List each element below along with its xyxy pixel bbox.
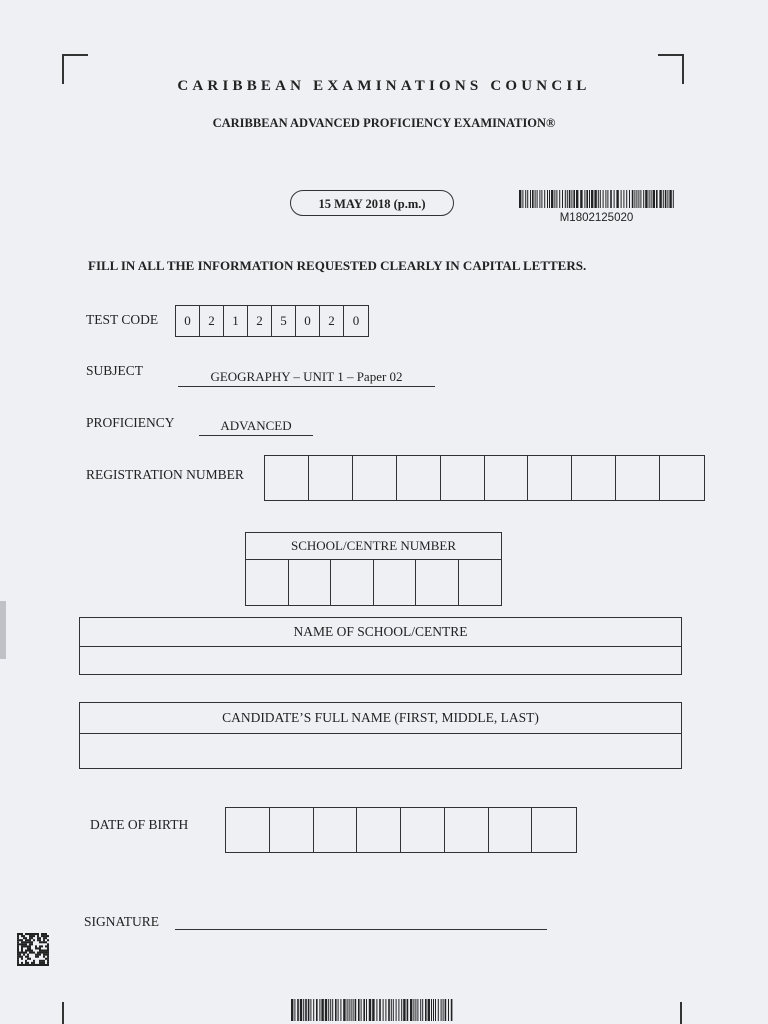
candidate-name-box [79,702,682,769]
registration-digit-box[interactable] [397,456,441,500]
registration-digit-box[interactable] [660,456,704,500]
test-code-digit: 0 [352,313,360,328]
test-code-digit: 1 [224,306,248,336]
dob-digit-box[interactable] [445,808,489,852]
registration-digit-box[interactable] [353,456,397,500]
test-code-digit: 0 [296,306,320,336]
school-centre-name-field[interactable] [80,647,681,674]
school-number-digit-box[interactable] [416,560,459,605]
registration-digit-box[interactable] [309,456,353,500]
dob-digit-box[interactable] [314,808,358,852]
barcode-top [519,190,674,208]
school-centre-number-box [245,532,502,606]
school-number-digit-box[interactable] [246,560,289,605]
council-title: CARIBBEAN EXAMINATIONS COUNCIL [177,78,591,94]
edge-mark-bottom-left [62,1002,64,1024]
barcode-bottom [291,999,453,1021]
test-code-digit: 2 [200,306,224,336]
edge-mark-bottom-right [680,1002,682,1024]
test-code-digit: 5 [272,306,296,336]
registration-digit-box[interactable] [572,456,616,500]
scan-edge-mark [0,601,6,659]
dob-digit-box[interactable] [226,808,270,852]
school-centre-number-label: SCHOOL/CENTRE NUMBER [246,533,501,560]
proficiency-label: PROFICIENCY [86,415,175,430]
registration-number-label: REGISTRATION NUMBER [86,467,244,482]
test-code-digit: 0 [176,306,200,336]
date-of-birth-boxes[interactable] [225,807,577,853]
registration-digit-box[interactable] [265,456,309,500]
registration-digit-box[interactable] [528,456,572,500]
exam-date-badge: 15 MAY 2018 (p.m.) [290,190,454,216]
school-number-digit-box[interactable] [459,560,502,605]
school-number-digit-box[interactable] [374,560,417,605]
dob-digit-box[interactable] [401,808,445,852]
school-centre-name-box [79,617,682,675]
test-code-digit: 2 [248,306,272,336]
subject-label: SUBJECT [86,363,144,378]
registration-digit-box[interactable] [616,456,660,500]
test-code-label: TEST CODE [86,312,159,327]
school-number-digit-box[interactable] [331,560,374,605]
school-centre-name-label: NAME OF SCHOOL/CENTRE [80,618,681,647]
registration-number-boxes[interactable] [264,455,705,501]
candidate-name-field[interactable] [80,734,681,768]
proficiency-value: ADVANCED [199,418,313,436]
exam-title: CARIBBEAN ADVANCED PROFICIENCY EXAMINATION® [212,116,556,130]
candidate-name-label: CANDIDATE’S FULL NAME (FIRST, MIDDLE, LAST) [80,703,681,734]
barcode-number: M1802125020 [559,212,634,224]
instruction-text: FILL IN ALL THE INFORMATION REQUESTED CLEARLY IN CAPITAL LETTERS. [88,258,587,273]
registration-digit-box[interactable] [485,456,529,500]
subject-value: GEOGRAPHY – UNIT 1 – Paper 02 [178,369,435,387]
dob-digit-box[interactable] [532,808,576,852]
school-number-digit-box[interactable] [289,560,332,605]
signature-line[interactable] [175,929,547,930]
test-code-digit: 2 [320,306,344,336]
signature-label: SIGNATURE [84,914,160,929]
dob-digit-box[interactable] [489,808,533,852]
registration-digit-box[interactable] [441,456,485,500]
date-of-birth-label: DATE OF BIRTH [90,817,189,832]
datamatrix-code-icon [17,933,49,966]
test-code-boxes [175,305,369,337]
dob-digit-box[interactable] [270,808,314,852]
dob-digit-box[interactable] [357,808,401,852]
